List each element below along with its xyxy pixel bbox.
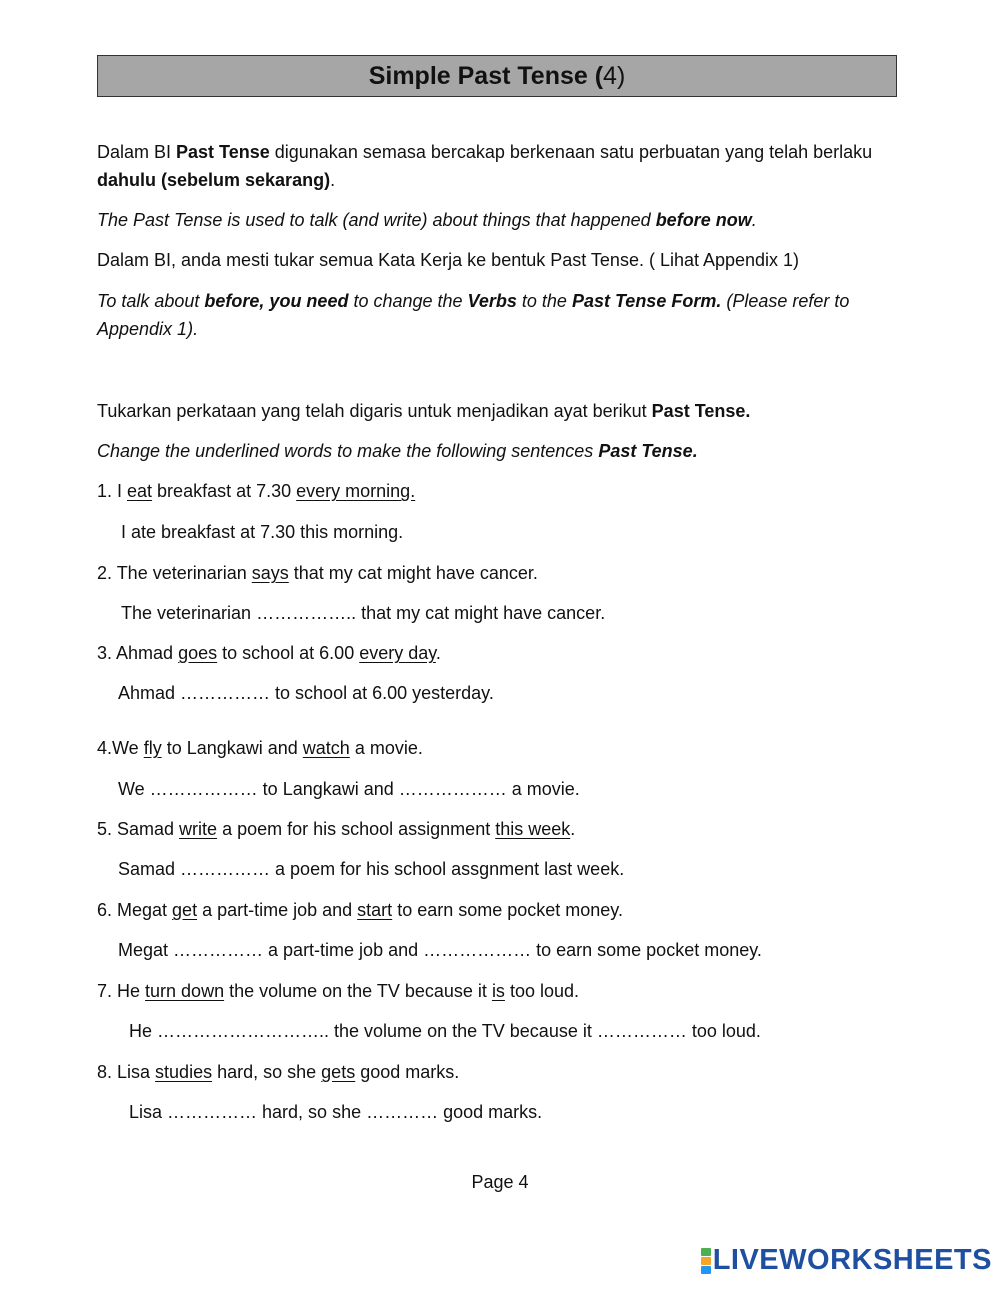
logo-block — [701, 1248, 711, 1256]
title-number: 4 — [603, 61, 617, 90]
bold-term: Verbs — [467, 291, 517, 311]
bold-term: before now — [655, 210, 752, 230]
text-span: to earn some pocket money. — [392, 900, 623, 920]
bold-term: Past Tense Form. — [571, 291, 722, 311]
underlined-word: goes — [178, 643, 218, 663]
underlined-word: start — [357, 900, 393, 920]
question-sentence — [97, 478, 415, 504]
bold-term: Past Tense. — [651, 401, 751, 421]
text-span: Tukarkan perkataan yang telah digaris untuk menjadikan ayat berikut — [97, 401, 652, 421]
text-span: breakfast at 7.30 — [152, 481, 297, 501]
underlined-word: fly — [143, 738, 162, 758]
underlined-word: turn down — [145, 981, 225, 1001]
text-span: a part-time job and — [197, 900, 358, 920]
instruction-en — [97, 437, 897, 465]
liveworksheets-logo — [701, 1244, 992, 1277]
title-close-paren: ) — [616, 61, 626, 90]
question-sentence — [97, 816, 575, 842]
text-span: . — [751, 210, 757, 230]
page-title — [369, 62, 626, 91]
question-sentence — [97, 735, 423, 761]
text-span: to the — [516, 291, 572, 311]
title-main: Simple Past Tense ( — [368, 61, 604, 90]
intro-paragraph-en-2 — [97, 287, 897, 343]
underlined-word: gets — [321, 1062, 356, 1082]
logo-text: LIVEWORKSHEETS — [712, 1244, 992, 1276]
text-span: good marks. — [355, 1062, 460, 1082]
underlined-word: is — [491, 981, 505, 1001]
answer-sentence: Ahmad …………… to school at 6.00 yesterday. — [118, 683, 494, 703]
underlined-word: every day — [359, 643, 436, 663]
intro-paragraph-bm-2: Dalam BI, anda mesti tukar semua Kata Kerja ke bentuk Past Tense. ( Lihat Appendix 1) — [97, 250, 800, 270]
text-span: 6. Megat — [97, 900, 173, 920]
text-span: to Langkawi and — [161, 738, 303, 758]
intro-paragraph-en — [97, 206, 897, 234]
text-span: that my cat might have cancer. — [288, 563, 538, 583]
logo-block — [701, 1257, 711, 1265]
text-span: The Past Tense is used to talk (and write) about things that happened — [97, 210, 656, 230]
logo-blocks-icon — [701, 1248, 711, 1274]
answer-sentence: We ……………… to Langkawi and ……………… a movie. — [118, 779, 580, 799]
text-span: 8. Lisa — [97, 1062, 156, 1082]
text-span: Change the underlined words to make the following sentences — [97, 441, 599, 461]
text-span: 7. He — [97, 981, 146, 1001]
bold-term: Past Tense — [176, 142, 270, 162]
text-span: 2. The veterinarian — [97, 563, 252, 583]
question-sentence — [97, 978, 579, 1004]
text-span: . — [435, 643, 441, 663]
page-number: Page 4 — [471, 1172, 529, 1192]
underlined-word: watch — [302, 738, 350, 758]
underlined-word: every morning. — [296, 481, 416, 501]
instruction-bm — [97, 397, 897, 425]
intro-paragraph-bm — [97, 138, 897, 194]
answer-sentence: He ……………………….. the volume on the TV because it …………… too loud. — [129, 1021, 761, 1041]
question-sentence — [97, 640, 441, 666]
question-sentence — [97, 1059, 459, 1085]
answer-sentence: The veterinarian …………….. that my cat might have cancer. — [121, 603, 606, 623]
text-span: digunakan semasa bercakap berkenaan satu perbuatan yang telah berlaku — [269, 142, 873, 162]
logo-block — [701, 1266, 711, 1274]
underlined-word: write — [179, 819, 218, 839]
answer-sentence: Lisa …………… hard, so she ………… good marks. — [129, 1102, 543, 1122]
text-span: Dalam BI — [97, 142, 177, 162]
question-sentence — [97, 560, 538, 586]
text-span: the volume on the TV because it — [224, 981, 492, 1001]
bold-term: dahulu (sebelum sekarang) — [97, 170, 331, 190]
answer-sentence: Samad …………… a poem for his school assgnment last week. — [118, 859, 625, 879]
question-sentence — [97, 897, 623, 923]
text-span: . — [330, 170, 336, 190]
text-span: 4.We — [97, 738, 144, 758]
text-span: a movie. — [349, 738, 423, 758]
text-span: (Please refer to Appendix 1). — [97, 291, 850, 339]
text-span: hard, so she — [212, 1062, 322, 1082]
text-span: to change the — [348, 291, 468, 311]
text-span: to school at 6.00 — [217, 643, 360, 663]
page-title-box — [97, 55, 897, 97]
text-span: too loud. — [504, 981, 579, 1001]
underlined-word: this week — [495, 819, 571, 839]
answer-sentence: Megat …………… a part-time job and ……………… to earn some pocket money. — [118, 940, 762, 960]
text-span: To talk about — [97, 291, 205, 311]
underlined-word: eat — [127, 481, 153, 501]
underlined-word: studies — [155, 1062, 213, 1082]
answer-sentence: I ate breakfast at 7.30 this morning. — [121, 522, 404, 542]
text-span: 1. I — [97, 481, 128, 501]
text-span: 3. Ahmad — [97, 643, 179, 663]
text-span: 5. Samad — [97, 819, 180, 839]
bold-term: before, you need — [204, 291, 349, 311]
text-span: a poem for his school assignment — [217, 819, 496, 839]
underlined-word: says — [251, 563, 289, 583]
text-span: . — [570, 819, 576, 839]
bold-term: Past Tense. — [598, 441, 698, 461]
underlined-word: get — [172, 900, 198, 920]
